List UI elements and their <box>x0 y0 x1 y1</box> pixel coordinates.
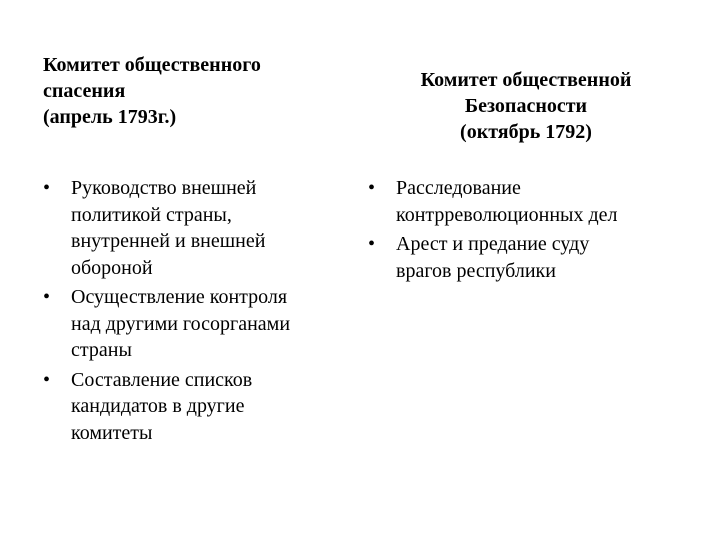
list-item-text: Осуществление контроля над другими госорганами страны <box>71 286 291 361</box>
list-item <box>43 284 343 364</box>
list-item-text: Руководство внешней политикой страны, внутренней и внешней обороной <box>71 177 266 279</box>
public-safety-duties-list <box>43 175 343 446</box>
list-item <box>368 231 688 284</box>
list-item-text: Составление списков кандидатов в другие комитеты <box>71 368 253 444</box>
public-safety-committee-column <box>43 52 343 449</box>
public-safety-committee-heading: Комитет общественного спасения (апрель 1793г.) <box>43 54 261 128</box>
list-item <box>368 175 688 228</box>
bullet-icon: • <box>368 233 376 255</box>
bullet-icon: • <box>43 286 51 308</box>
general-security-committee-column <box>368 67 688 287</box>
general-security-duties-list <box>368 175 688 284</box>
list-item-text: Арест и предание суду врагов республики <box>396 233 590 282</box>
list-item <box>43 175 343 281</box>
list-item-text: Расследование контрреволюционных дел <box>396 177 618 226</box>
general-security-committee-heading: Комитет общественной Безопасности (октябрь 1792) <box>420 69 632 143</box>
list-item <box>43 367 343 447</box>
bullet-icon: • <box>43 368 51 391</box>
bullet-icon: • <box>43 177 51 199</box>
bullet-icon: • <box>368 177 376 199</box>
